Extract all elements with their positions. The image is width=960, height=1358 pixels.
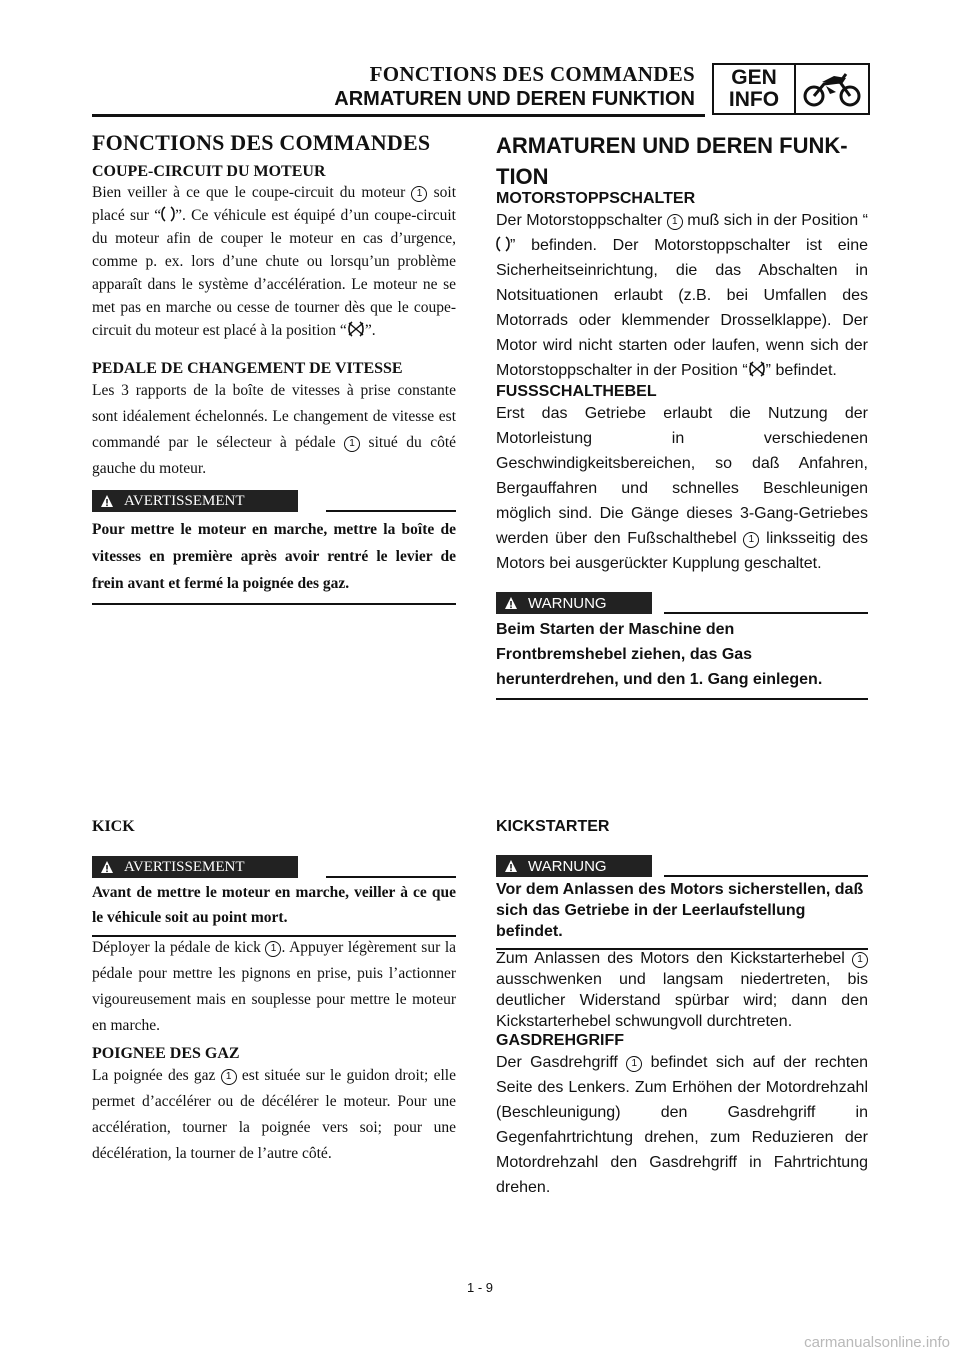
fr-kick-text — [92, 935, 456, 1039]
header-title-fr: FONCTIONS DES COMMANDES — [369, 62, 695, 86]
fr-shift-pedal-text-a: Les 3 rapports de la boîte de vitesses à prise constante sont idéalement échelonnés. Le changement de vitesse est commandé par le sélecteur à pédale — [92, 382, 456, 451]
de-engine-stop-text — [496, 208, 868, 383]
fr-warning-1-rule — [326, 510, 456, 512]
callout-1: 1 — [852, 952, 868, 968]
de-warning-2-text: Vor dem Anlassen des Motors sicherstellen, daß sich das Getriebe in der Leerlaufstellung befindet. — [496, 881, 864, 940]
fr-warning-1-bottom-rule — [92, 603, 456, 605]
fr-warning-1-text: Pour mettre le moteur en marche, mettre la boîte de vitesses en première après avoir rentré le levier de frein avant et fermé la poignée des gaz. — [92, 521, 456, 592]
de-warning-1-label: WARNUNG — [528, 594, 607, 612]
de-warning-2 — [496, 855, 868, 950]
de-warning-2-badge — [496, 855, 652, 877]
de-shift-pedal-text-b: linksseitig des Motors bei ausgerückter Kupplung geschaltet. — [496, 530, 869, 572]
fr-kick-heading: KICK — [92, 818, 135, 835]
warning-triangle-icon — [504, 859, 518, 873]
de-warning-2-label: WARNUNG — [528, 857, 607, 875]
fr-throttle-text-b: est située sur le guidon droit; elle permet d’accélérer ou de décélérer le moteur. Pour une accélération, tourner la poignée vers soi; pour une décélération, la tourner de l’autre côté. — [92, 1067, 456, 1162]
de-kick-text — [496, 948, 868, 1032]
fr-warning-1-badge — [92, 490, 298, 512]
de-warning-1-bottom-rule — [496, 698, 868, 700]
fr-kick-text-a: Déployer la pédale de kick — [92, 939, 261, 956]
de-throttle-heading: GASDREHGRIFF — [496, 1032, 624, 1049]
warning-triangle-icon — [100, 494, 114, 508]
callout-1: 1 — [344, 436, 360, 452]
run-position-icon — [496, 236, 510, 252]
header-title-de: ARMATUREN UND DEREN FUNKTION — [334, 88, 695, 110]
de-warning-1-text: Beim Starten der Maschine den Frontbremshebel ziehen, das Gas herunterdrehen, und den 1. Gang einlegen. — [496, 621, 823, 688]
gen-info-line1: GEN — [731, 66, 777, 89]
header-rule — [92, 114, 705, 117]
warning-triangle-icon — [100, 860, 114, 874]
de-warning-1-badge — [496, 592, 652, 614]
fr-engine-stop-text-b: soit placé sur “ — [92, 184, 457, 224]
de-kick-and-throttle — [496, 948, 868, 1200]
page-number: 1 - 9 — [466, 1280, 493, 1295]
de-engine-stop-text-b: muß sich in der Position “ — [687, 212, 868, 229]
stop-position-icon — [748, 361, 766, 377]
de-throttle-text — [496, 1050, 868, 1200]
de-shift-pedal-text-a: Erst das Getriebe erlaubt die Nutzung der Motorleistung in verschiedenen Geschwindigkeitsbereichen, so daß Anfahren, Bergauffahren und schnelles Beschleunigen möglich sind. Die Gänge dieses 3-Gang-Getriebes werden über den Fußschalthebel — [496, 405, 868, 547]
fr-throttle-section — [92, 1045, 456, 1167]
watermark: carmanualsonline.info — [804, 1334, 950, 1351]
de-engine-stop-text-d: ” befindet. — [765, 362, 837, 379]
fr-engine-stop-text-d: ”. — [364, 322, 376, 339]
de-kick-text-b: ausschwenken und langsam niedertreten, bis deutlicher Widerstand spürbar wird; dann den Kickstarterhebel schwungvoll durchtreten. — [496, 971, 868, 1030]
de-throttle-text-b: befindet sich auf der rechten Seite des Lenkers. Zum Erhöhen der Motordrehzahl (Beschleunigung) den Gasdrehgriff in Gegenfahrtrichtung drehen, zum Reduzieren der Motordrehzahl den Gasdrehgriff in Fahrtrichtung drehen. — [496, 1054, 869, 1196]
fr-kick-text-b: . Appuyer légèrement sur la pédale pour mettre les pignons en prise, puis l’actionner vigoureusement mais en souplesse pour mettre le moteur en marche. — [92, 939, 457, 1034]
fr-engine-stop-text — [92, 181, 456, 342]
de-section-title: ARMATUREN UND DEREN FUNK-TION — [496, 133, 848, 189]
callout-1: 1 — [626, 1056, 642, 1072]
fr-warning-2-rule — [326, 876, 456, 878]
fr-shift-pedal-text-b: situé du côté gauche du moteur. — [92, 434, 457, 477]
fr-warning-2 — [92, 856, 456, 937]
fr-warning-2-badge — [92, 856, 298, 878]
gen-info-label — [714, 65, 796, 113]
de-engine-stop-text-a: Der Motorstoppschalter — [496, 212, 663, 229]
warning-triangle-icon — [504, 596, 518, 610]
fr-warning-1-label: AVERTISSEMENT — [124, 492, 245, 509]
fr-shift-pedal-text — [92, 378, 456, 482]
callout-1: 1 — [221, 1069, 237, 1085]
callout-1: 1 — [265, 941, 281, 957]
fr-throttle-text-a: La poignée des gaz — [92, 1067, 216, 1084]
de-warning-2-rule — [664, 875, 868, 877]
stop-position-icon — [347, 321, 365, 337]
de-engine-stop-heading: MOTORSTOPPSCHALTER — [496, 190, 696, 207]
fr-throttle-text — [92, 1063, 456, 1167]
callout-1: 1 — [743, 532, 759, 548]
fr-warning-2-text: Avant de mettre le moteur en marche, veiller à ce que le véhicule soit au point mort. — [92, 884, 456, 926]
motorcycle-icon — [796, 65, 868, 113]
de-kick-text-a: Zum Anlassen des Motors den Kickstarterhebel — [496, 950, 845, 967]
fr-shift-pedal-heading: PEDALE DE CHANGEMENT DE VITESSE — [92, 360, 403, 377]
de-shift-pedal-text — [496, 401, 868, 576]
de-warning-1-rule — [664, 612, 868, 614]
gen-info-badge — [712, 63, 870, 115]
fr-section-title: FONCTIONS DES COMMANDES — [92, 130, 431, 155]
gen-info-line2: INFO — [728, 88, 780, 111]
fr-engine-stop-text-a: Bien veiller à ce que le coupe-circuit du moteur — [92, 184, 406, 201]
callout-1: 1 — [667, 214, 683, 230]
fr-warning-2-label: AVERTISSEMENT — [124, 858, 245, 875]
de-engine-stop-section — [496, 190, 868, 576]
fr-engine-stop-section — [92, 163, 456, 342]
de-warning-1 — [496, 592, 868, 700]
de-engine-stop-text-c: ” befinden. Der Motorstoppschalter ist eine Sicherheitseinrichtung, die das Abschalten in Notsituationen erlaubt (z.B. bei Umfallen des Motorrads oder klemmender Drosselklappe). Der Motor wird nicht starten oder laufen, wenn sich der Motorstoppschalter in der Position “ — [496, 237, 868, 379]
de-shift-pedal-heading: FUSSSCHALTHEBEL — [496, 383, 657, 400]
de-throttle-text-a: Der Gasdrehgriff — [496, 1054, 618, 1071]
de-kick-heading: KICKSTARTER — [496, 818, 610, 835]
fr-shift-pedal-section — [92, 360, 456, 482]
fr-engine-stop-text-c: ”. Ce véhicule est équipé d’un coupe-circuit du moteur afin de couper le moteur en cas d’urgence, comme p. ex. lors d’une chute ou lorsqu’un problème apparaît dans le système d’accélération. Le moteur ne se met pas en marche ou cesse de tourner dès que le coupe-circuit du moteur est placé à la position “ — [92, 207, 456, 339]
fr-throttle-heading: POIGNEE DES GAZ — [92, 1045, 240, 1062]
fr-engine-stop-heading: COUPE-CIRCUIT DU MOTEUR — [92, 163, 326, 180]
fr-warning-1 — [92, 490, 456, 605]
run-position-icon — [161, 206, 175, 222]
callout-1: 1 — [411, 186, 427, 202]
